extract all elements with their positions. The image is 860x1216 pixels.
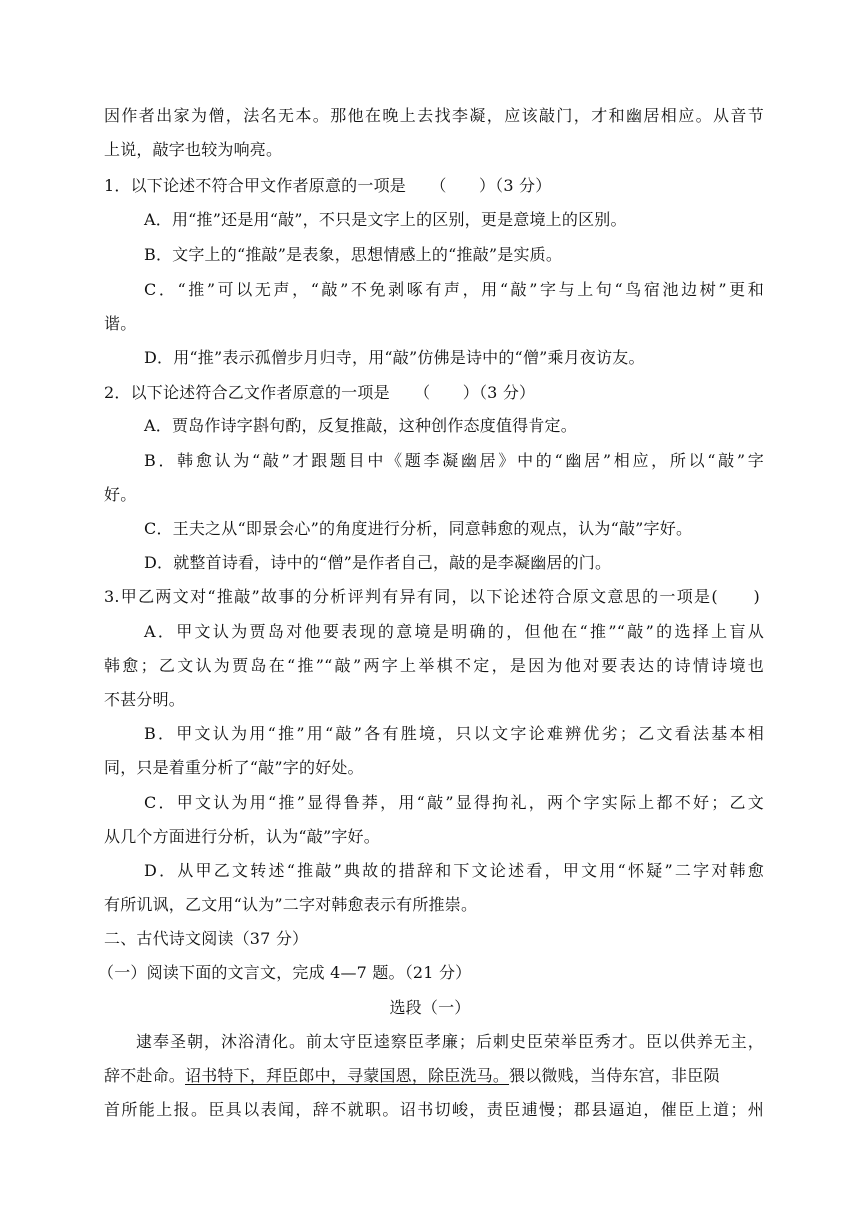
question-3-option-a-cont: 不甚分明。: [104, 690, 186, 709]
question-3-option-a: A．甲文认为贾岛对他要表现的意境是明确的，但他在“推”“敲”的选择上盲从: [144, 622, 764, 641]
question-1-option-a: A．用“推”还是用“敲”，不只是文字上的区别，更是意境上的区别。: [144, 210, 627, 229]
question-2-option-b: B．韩愈认为“敲”才跟题目中《题李凝幽居》中的“幽居”相应，所以“敲”字: [144, 451, 764, 470]
section-heading: 二、古代诗文阅读（37 分）: [104, 929, 309, 948]
question-3-stem: 3.甲乙两文对“推敲”故事的分析评判有异有同，以下论述符合原文意思的一项是( ): [104, 587, 760, 606]
question-1-option-b: B．文字上的“推敲”是表象，思想情感上的“推敲”是实质。: [144, 245, 563, 264]
paragraph-line: 因作者出家为僧，法名无本。那他在晚上去找李凝，应该敲门，才和幽居相应。从音节: [104, 106, 764, 125]
question-3-option-b: B．甲文认为用“推”用“敲”各有胜境，只以文字论难辨优劣；乙文看法基本相: [144, 724, 764, 743]
excerpt-title: 选段（一）: [389, 998, 471, 1017]
question-2-option-b-cont: 好。: [104, 485, 137, 504]
excerpt-line: 逮奉圣朝，沐浴清化。前太守臣逵察臣孝廉；后刺史臣荣举臣秀才。臣以供养无主，: [136, 1032, 764, 1051]
question-3-option-c: C．甲文认为用“推”显得鲁莽，用“敲”显得拘礼，两个字实际上都不好；乙文: [144, 793, 764, 812]
question-1-option-c-cont: 谐。: [104, 314, 137, 333]
question-2-option-c: C．王夫之从“即景会心”的角度进行分析，同意韩愈的观点，认为“敲”字好。: [144, 519, 693, 538]
subsection-heading: （一）阅读下面的文言文，完成 4—7 题。（21 分）: [98, 963, 472, 982]
question-2-stem: 2．以下论述符合乙文作者原意的一项是 （ ）（3 分）: [104, 383, 536, 402]
excerpt-line: 首所能上报。臣具以表闻，辞不就职。诏书切峻，责臣逋慢；郡县逼迫，催臣上道；州: [104, 1100, 764, 1119]
question-1-stem: 1．以下论述不符合甲文作者原意的一项是 （ ）（3 分）: [104, 176, 552, 195]
excerpt-text: 猥以微贱，当侍东宫，非臣陨: [509, 1066, 720, 1085]
question-3-option-b-cont: 同，只是着重分析了“敲”字的好处。: [104, 758, 364, 777]
excerpt-text: 辞不赴命。: [104, 1066, 186, 1085]
question-3-option-a-cont: 韩愈；乙文认为贾岛在“推”“敲”两字上举棋不定，是因为他对要表达的诗情诗境也: [104, 656, 764, 675]
excerpt-line: [104, 1066, 764, 1086]
question-2-option-a: A．贾岛作诗字斟句酌，反复推敲，这种创作态度值得肯定。: [144, 416, 577, 435]
question-3-option-c-cont: 从几个方面进行分析，认为“敲”字好。: [104, 827, 380, 846]
paragraph-line: 上说，敲字也较为响亮。: [104, 140, 283, 159]
question-1-option-c: C．“推”可以无声，“敲”不免剥啄有声，用“敲”字与上句“鸟宿池边树”更和: [144, 280, 764, 299]
question-3-option-d: D．从甲乙文转述“推敲”典故的措辞和下文论述看，甲文用“怀疑”二字对韩愈: [144, 861, 764, 880]
underlined-sentence: 诏书特下，拜臣郎中，寻蒙国恩，除臣洗马。: [185, 1066, 510, 1085]
question-1-option-d: D．用“推”表示孤僧步月归寺，用“敲”仿佛是诗中的“僧”乘月夜访友。: [144, 348, 645, 367]
question-3-option-d-cont: 有所讥讽，乙文用“认为”二字对韩愈表示有所推崇。: [104, 895, 478, 914]
question-2-option-d: D．就整首诗看，诗中的“僧”是作者自己，敲的是李凝幽居的门。: [144, 553, 612, 572]
